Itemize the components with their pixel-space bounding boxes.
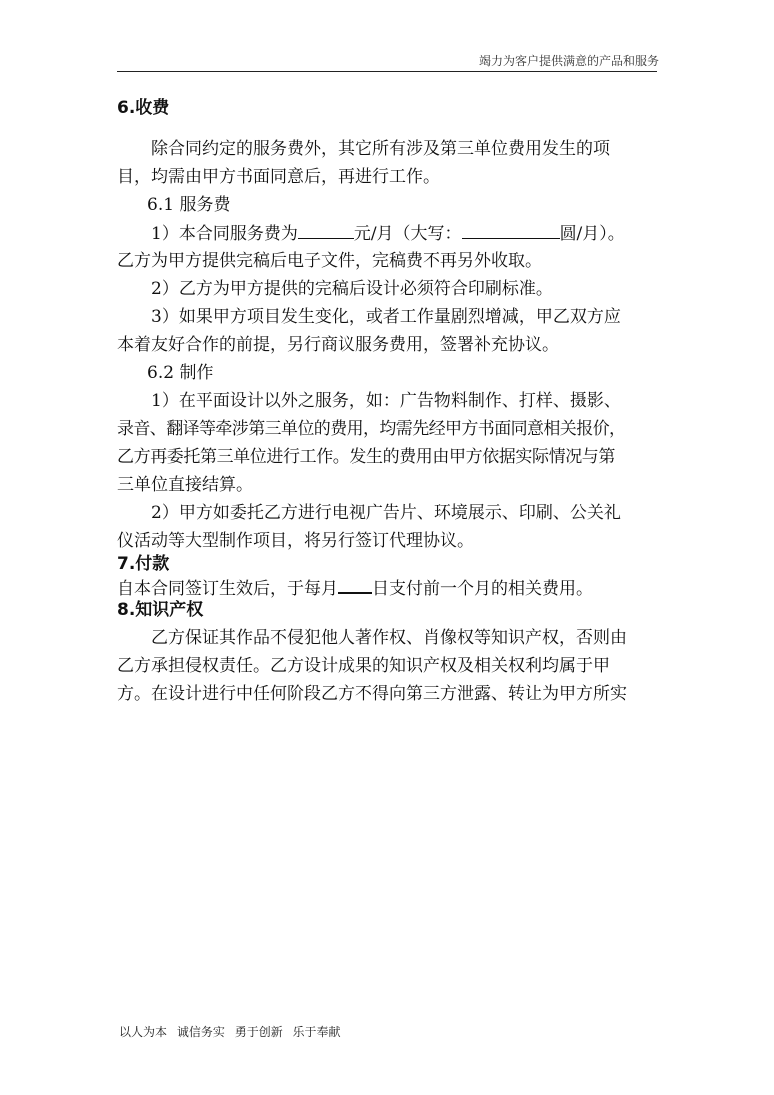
- s6-paragraph-line-2: 目，均需由甲方书面同意后，再进行工作。: [117, 167, 440, 187]
- footer-motto-3: 勇于创新: [234, 1025, 283, 1039]
- payment-day-blank: [338, 577, 372, 594]
- s8-line-1: 乙方保证其作品不侵犯他人著作权、肖像权等知识产权，否则由: [151, 628, 627, 648]
- s6-paragraph-line-1: 除合同约定的服务费外，其它所有涉及第三单位费用发生的项: [151, 139, 610, 159]
- s62-item-2-line-1: 2）甲方如委托乙方进行电视广告片、环境展示、印刷、公关礼: [151, 503, 621, 523]
- s62-item-1-line-1: 1）在平面设计以外之服务，如：广告物料制作、打样、摄影、: [151, 391, 621, 411]
- s8-line-3: 方。在设计进行中任何阶段乙方不得向第三方泄露、转让为甲方所实: [117, 684, 627, 704]
- s7-paragraph: [117, 577, 662, 598]
- footer-motto-4: 乐于奉献: [292, 1025, 341, 1039]
- document-body: [117, 98, 662, 704]
- s61-item-1-text-b: 元/月（大写：: [353, 224, 462, 244]
- s62-item-1-line-2: 录音、翻译等牵涉第三单位的费用，均需先经甲方书面同意相关报价，: [117, 419, 626, 439]
- s61-item-2: 2）乙方为甲方提供的完稿后设计必须符合印刷标准。: [151, 279, 553, 299]
- footer-motto-1: 以人为本: [119, 1025, 168, 1039]
- section-7-title: 7.付款: [117, 554, 170, 574]
- s7-text-b: 日支付前一个月的相关费用。: [372, 579, 593, 599]
- footer-motto-2: 诚信务实: [176, 1025, 225, 1039]
- fee-uppercase-blank: [462, 223, 560, 239]
- section-6-1-title: 6.1 服务费: [147, 195, 231, 215]
- page-header-slogan: 竭力为客户提供满意的产品和服务: [478, 54, 659, 68]
- s61-item-3-line-1: 3）如果甲方项目发生变化，或者工作量剧烈增减，甲乙双方应: [151, 307, 621, 327]
- section-8-title: 8.知识产权: [117, 600, 204, 620]
- s61-item-3-line-2: 本着友好合作的前提，另行商议服务费用，签署补充协议。: [117, 335, 559, 355]
- page-footer-mottos: [119, 1023, 347, 1040]
- fee-amount-blank: [298, 223, 354, 239]
- section-6-2-title: 6.2 制作: [147, 363, 214, 383]
- s62-item-1-line-4: 三单位直接结算。: [117, 475, 253, 495]
- s7-text-a: 自本合同签订生效后，于每月: [117, 579, 338, 599]
- s62-item-2-line-2: 仪活动等大型制作项目，将另行签订代理协议。: [117, 531, 474, 551]
- s61-item-1-text-c: 圆/月）。: [559, 224, 625, 244]
- s61-item-1-line-1: [117, 223, 662, 244]
- s8-line-2: 乙方承担侵权责任。乙方设计成果的知识产权及相关权利均属于甲: [117, 656, 610, 676]
- section-6-title: 6.收费: [117, 98, 170, 118]
- s62-item-1-line-3: 乙方再委托第三单位进行工作。发生的费用由甲方依据实际情况与第: [117, 447, 615, 467]
- header-rule: [117, 71, 657, 72]
- s61-item-1-text-a: 1）本合同服务费为: [151, 224, 298, 244]
- s61-item-1-line-2: 乙方为甲方提供完稿后电子文件，完稿费不再另外收取。: [117, 251, 542, 271]
